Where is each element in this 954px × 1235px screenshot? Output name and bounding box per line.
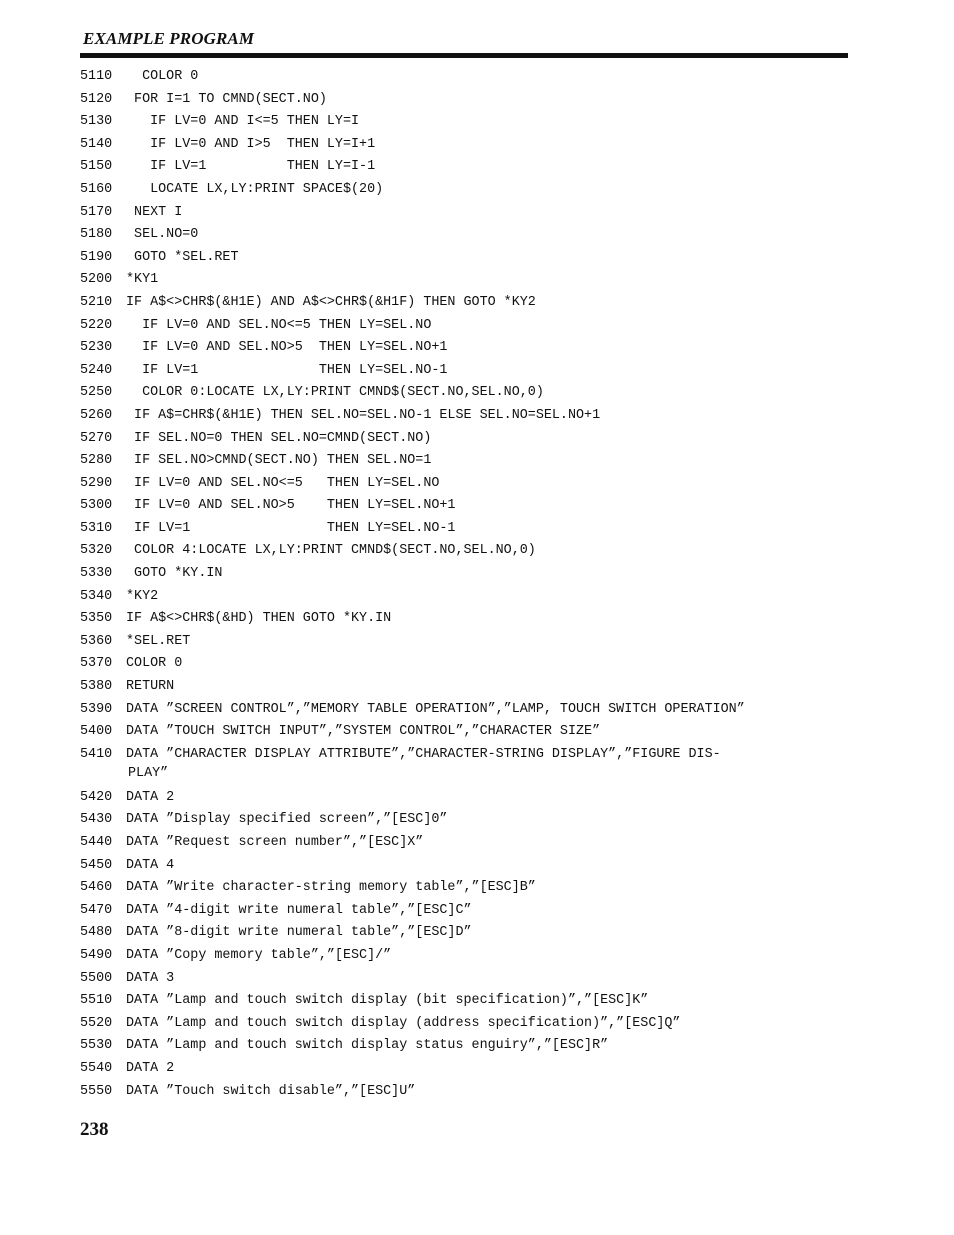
line-number: 5150 xyxy=(80,159,113,175)
code-listing xyxy=(80,66,880,1103)
code-line xyxy=(80,382,880,405)
code-line xyxy=(80,721,880,744)
line-number: 5450 xyxy=(80,857,113,873)
code-statement: IF LV=0 AND SEL.NO>5 THEN LY=SEL.NO+1 xyxy=(126,498,456,514)
code-statement: IF LV=0 AND I>5 THEN LY=I+1 xyxy=(126,136,376,152)
line-number: 5500 xyxy=(80,970,113,986)
code-statement: SEL.NO=0 xyxy=(126,227,199,243)
line-number: 5200 xyxy=(80,272,113,288)
line-number: 5550 xyxy=(80,1083,113,1099)
code-statement: IF LV=0 AND SEL.NO<=5 THEN LY=SEL.NO xyxy=(126,317,432,333)
code-line xyxy=(80,1081,880,1104)
code-statement: GOTO *KY.IN xyxy=(126,566,223,582)
code-statement: IF LV=1 THEN LY=SEL.NO-1 xyxy=(126,362,448,378)
code-statement: DATA ”Request screen number”,”[ESC]X” xyxy=(126,835,424,850)
line-number: 5520 xyxy=(80,1015,113,1031)
code-line xyxy=(80,111,880,134)
header-rule xyxy=(80,53,848,58)
code-line xyxy=(80,518,880,541)
line-number: 5540 xyxy=(80,1060,113,1076)
code-line xyxy=(80,360,880,383)
line-number: 5260 xyxy=(80,407,113,423)
code-statement: *KY2 xyxy=(126,588,159,604)
code-line xyxy=(80,179,880,202)
code-statement: DATA 3 xyxy=(126,970,175,986)
code-statement: IF LV=1 THEN LY=SEL.NO-1 xyxy=(126,520,456,536)
line-number: 5480 xyxy=(80,925,113,941)
code-statement: *SEL.RET xyxy=(126,633,191,649)
code-statement: DATA 4 xyxy=(126,857,175,873)
code-line xyxy=(80,66,880,89)
code-statement: DATA ”Copy memory table”,”[ESC]/” xyxy=(126,947,392,963)
line-number: 5250 xyxy=(80,385,113,401)
code-statement: COLOR 0 xyxy=(126,656,183,672)
line-number: 5160 xyxy=(80,181,113,197)
code-statement: IF A$<>CHR$(&H1E) AND A$<>CHR$(&H1F) THEN GOTO *KY2 xyxy=(126,294,536,310)
line-number: 5400 xyxy=(80,724,113,740)
code-line xyxy=(80,877,880,900)
code-line xyxy=(80,922,880,945)
line-number: 5320 xyxy=(80,543,113,559)
code-statement: *KY1 xyxy=(126,272,159,288)
line-number: 5420 xyxy=(80,789,113,805)
code-statement: IF A$=CHR$(&H1E) THEN SEL.NO=SEL.NO-1 ELSE SEL.NO=SEL.NO+1 xyxy=(126,407,601,423)
code-line xyxy=(80,968,880,991)
code-line xyxy=(80,405,880,428)
code-statement: DATA 2 xyxy=(126,789,175,805)
code-line xyxy=(80,89,880,112)
code-line xyxy=(80,608,880,631)
line-number: 5120 xyxy=(80,91,113,107)
line-number: 5210 xyxy=(80,294,113,310)
code-statement: LOCATE LX,LY:PRINT SPACE$(20) xyxy=(126,181,384,197)
code-line xyxy=(80,900,880,923)
code-statement: DATA ”8-digit write numeral table”,”[ESC]D” xyxy=(126,925,472,941)
line-number: 5130 xyxy=(80,114,113,130)
line-number: 5310 xyxy=(80,520,113,536)
code-line xyxy=(80,473,880,496)
code-line xyxy=(80,1013,880,1036)
code-line xyxy=(80,450,880,473)
line-number: 5470 xyxy=(80,902,113,918)
code-statement: DATA ”TOUCH SWITCH INPUT”,”SYSTEM CONTROL”,”CHARACTER SIZE” xyxy=(126,724,601,740)
line-number: 5180 xyxy=(80,227,113,243)
line-number: 5490 xyxy=(80,947,113,963)
line-number: 5270 xyxy=(80,430,113,446)
code-statement: FOR I=1 TO CMND(SECT.NO) xyxy=(126,91,327,107)
code-line xyxy=(80,134,880,157)
code-statement: IF LV=0 AND SEL.NO<=5 THEN LY=SEL.NO xyxy=(126,475,440,491)
page-header-title: EXAMPLE PROGRAM xyxy=(83,29,255,48)
code-line xyxy=(80,787,880,810)
line-number: 5170 xyxy=(80,204,113,220)
line-number: 5280 xyxy=(80,453,113,469)
page-number: 238 xyxy=(80,1119,109,1140)
line-number: 5440 xyxy=(80,835,113,850)
code-statement: DATA ”Lamp and touch switch display (address specification)”,”[ESC]Q” xyxy=(126,1015,681,1031)
code-statement: IF LV=0 AND SEL.NO>5 THEN LY=SEL.NO+1 xyxy=(126,340,448,356)
code-statement: DATA ”4-digit write numeral table”,”[ESC]C” xyxy=(126,902,472,918)
line-number: 5360 xyxy=(80,633,113,649)
line-number: 5370 xyxy=(80,656,113,672)
code-statement: COLOR 0:LOCATE LX,LY:PRINT CMND$(SECT.NO,SEL.NO,0) xyxy=(126,385,544,401)
code-statement: NEXT I xyxy=(126,204,183,220)
code-line xyxy=(80,744,880,787)
line-number: 5380 xyxy=(80,679,113,695)
code-line xyxy=(80,1035,880,1058)
code-line xyxy=(80,855,880,878)
code-statement: DATA ”Lamp and touch switch display status enguiry”,”[ESC]R” xyxy=(126,1038,609,1054)
code-line xyxy=(80,653,880,676)
line-number: 5290 xyxy=(80,475,113,491)
line-number: 5110 xyxy=(80,69,113,84)
line-number: 5330 xyxy=(80,566,113,582)
code-line xyxy=(80,832,880,855)
line-number: 5430 xyxy=(80,812,113,828)
code-statement: IF LV=0 AND I<=5 THEN LY=I xyxy=(126,114,360,130)
code-line xyxy=(80,224,880,247)
code-statement: DATA ”Write character-string memory table”,”[ESC]B” xyxy=(126,880,536,896)
code-line xyxy=(80,809,880,832)
code-statement: DATA ”SCREEN CONTROL”,”MEMORY TABLE OPERATION”,”LAMP, TOUCH SWITCH OPERATION” xyxy=(126,701,745,717)
code-statement: COLOR 4:LOCATE LX,LY:PRINT CMND$(SECT.NO,SEL.NO,0) xyxy=(126,543,536,559)
line-number: 5190 xyxy=(80,249,113,265)
code-statement: IF SEL.NO=0 THEN SEL.NO=CMND(SECT.NO) xyxy=(126,430,432,446)
line-number: 5220 xyxy=(80,317,113,333)
line-number: 5350 xyxy=(80,611,113,627)
line-number: 5230 xyxy=(80,340,113,356)
line-number: 5390 xyxy=(80,701,113,717)
code-line xyxy=(80,495,880,518)
code-statement: DATA 2 xyxy=(126,1060,175,1076)
code-statement: IF LV=1 THEN LY=I-1 xyxy=(126,159,376,175)
code-statement: GOTO *SEL.RET xyxy=(126,249,239,265)
code-line xyxy=(80,247,880,270)
code-line xyxy=(80,1058,880,1081)
code-line xyxy=(80,676,880,699)
line-number: 5410 xyxy=(80,746,113,762)
code-statement: DATA ”CHARACTER DISPLAY ATTRIBUTE”,”CHARACTER-STRING DISPLAY”,”FIGURE DIS- xyxy=(126,746,721,762)
code-line xyxy=(80,315,880,338)
code-statement: DATA ”Touch switch disable”,”[ESC]U” xyxy=(126,1083,416,1099)
code-statement: RETURN xyxy=(126,679,175,695)
code-line xyxy=(80,699,880,722)
line-number: 5530 xyxy=(80,1038,113,1054)
line-number: 5240 xyxy=(80,362,113,378)
code-line xyxy=(80,586,880,609)
code-statement: IF A$<>CHR$(&HD) THEN GOTO *KY.IN xyxy=(126,611,392,627)
code-line xyxy=(80,563,880,586)
code-statement-continuation: PLAY” xyxy=(128,765,169,781)
code-statement: COLOR 0 xyxy=(126,69,199,84)
line-number: 5460 xyxy=(80,880,113,896)
code-statement: IF SEL.NO>CMND(SECT.NO) THEN SEL.NO=1 xyxy=(126,453,432,469)
code-line xyxy=(80,292,880,315)
code-line xyxy=(80,540,880,563)
code-line xyxy=(80,945,880,968)
code-statement: DATA ”Display specified screen”,”[ESC]0” xyxy=(126,812,448,828)
line-number: 5340 xyxy=(80,588,113,604)
code-line xyxy=(80,269,880,292)
line-number: 5140 xyxy=(80,136,113,152)
code-line xyxy=(80,990,880,1013)
line-number: 5300 xyxy=(80,498,113,514)
code-line xyxy=(80,428,880,451)
code-line xyxy=(80,156,880,179)
code-line xyxy=(80,202,880,225)
code-line xyxy=(80,337,880,360)
code-line xyxy=(80,631,880,654)
code-statement: DATA ”Lamp and touch switch display (bit specification)”,”[ESC]K” xyxy=(126,993,649,1009)
line-number: 5510 xyxy=(80,993,113,1009)
